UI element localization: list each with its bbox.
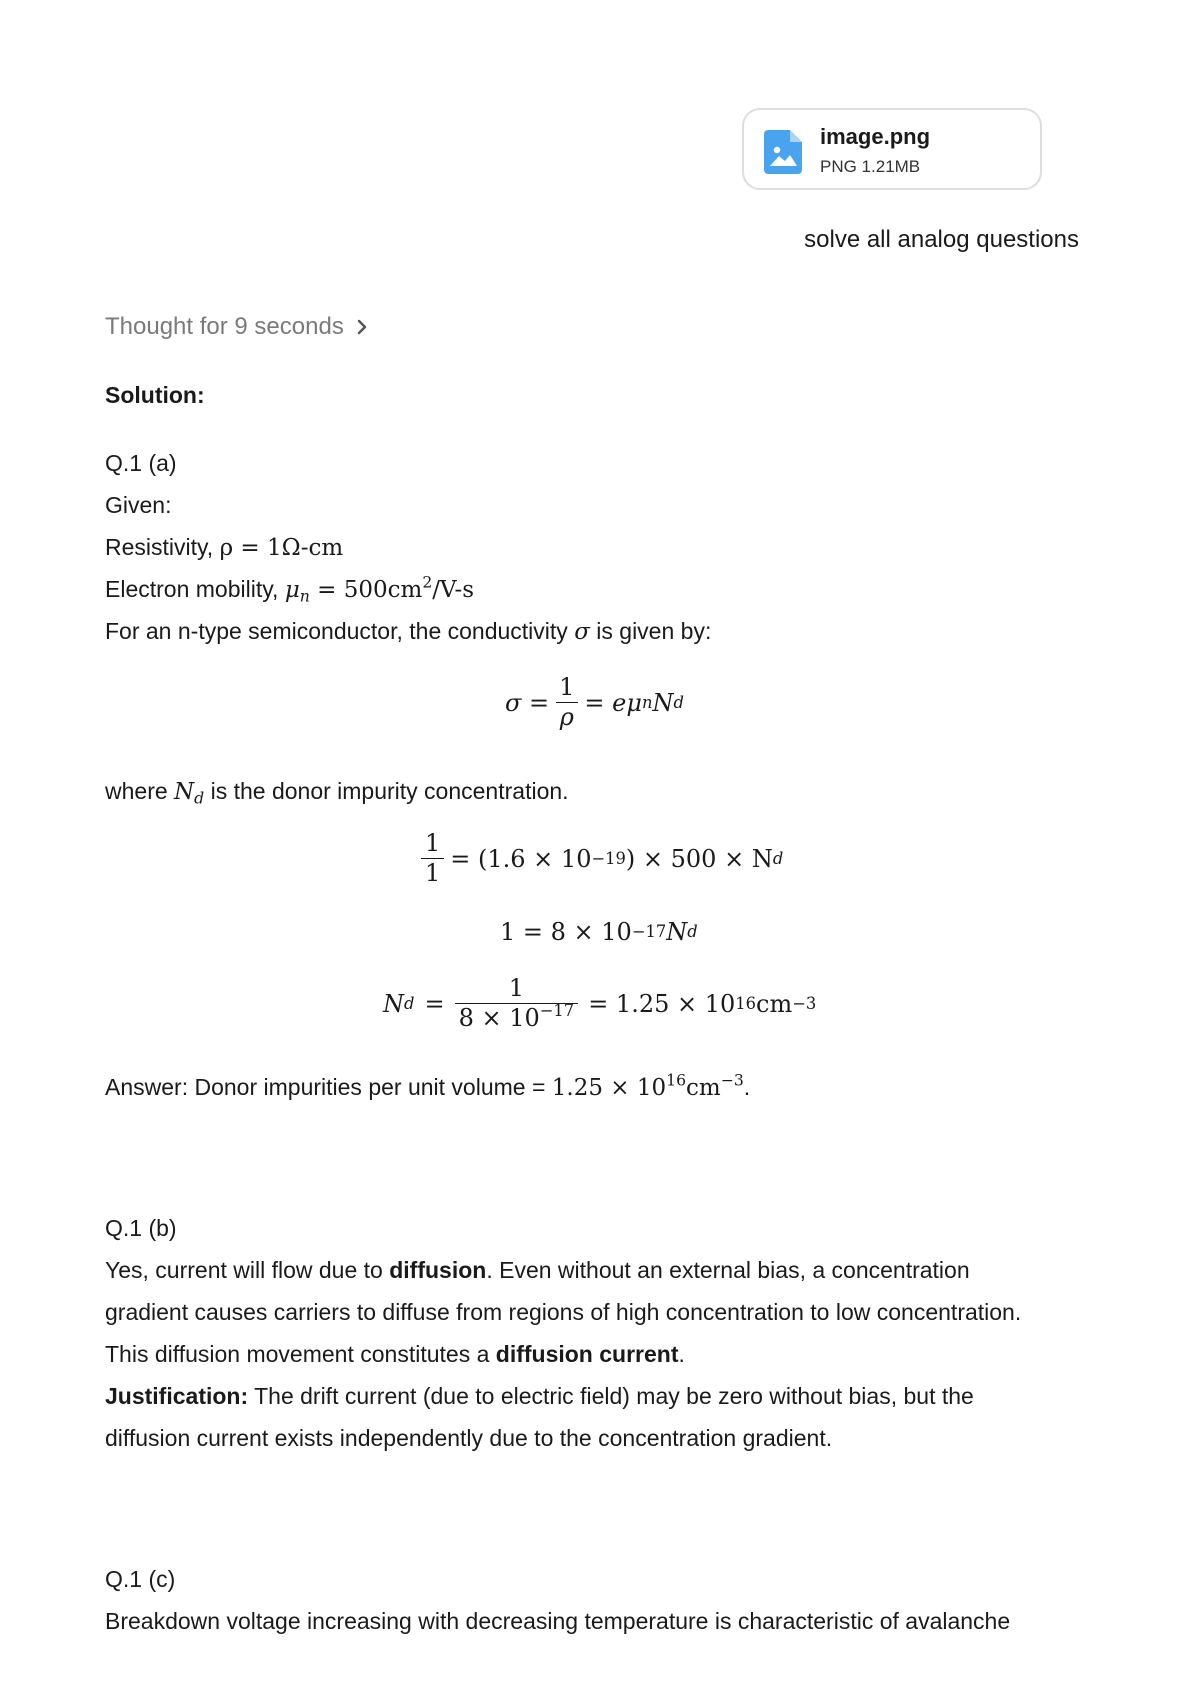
q1a-given: Given: (105, 492, 172, 518)
attachment-file-name: image.png (820, 124, 931, 149)
q1b-line3-post: . (678, 1341, 685, 1367)
mobility-unit: /V-s (432, 577, 475, 603)
answer-exp: 16 (666, 1070, 687, 1090)
thought-label: Thought for 9 seconds (105, 313, 344, 340)
resistivity-label: Resistivity, (105, 534, 220, 560)
answer-text: Donor impurities per unit volume = (188, 1074, 552, 1100)
eq2-num: 1 (425, 829, 441, 857)
eq3-tail: N (666, 918, 688, 946)
where-symbol: N (174, 779, 195, 805)
q1b-line1-bold: diffusion (389, 1257, 487, 1283)
eq4-equals: = (424, 989, 445, 1018)
eq4-rhs: = 1.25 × 10 (588, 989, 736, 1018)
thought-toggle[interactable] (105, 313, 368, 341)
where-sub: d (194, 788, 205, 808)
equation-substitution: $\frac{1}{1}$ = (1.6 × 10 −19 ) × 500 × N d (415, 830, 783, 887)
q1c-heading: Q.1 (c) (105, 1566, 176, 1592)
q1b-line1 (105, 1254, 970, 1286)
equation-simplified: 1 = 8 × 10 −17 N d (500, 918, 698, 946)
eq4-fraction (455, 975, 579, 1032)
eq1-rhs-end: N (652, 688, 674, 717)
solution-heading: Solution: (105, 382, 205, 408)
mobility-label: Electron mobility, (105, 576, 285, 602)
mobility-exp: 2 (422, 572, 433, 592)
q1b-line3-bold: diffusion current (495, 1341, 679, 1367)
resistivity-math: ρ = 1Ω-cm (219, 535, 344, 561)
eq4-lhs: N (383, 989, 404, 1018)
mobility-value: = 500cm (309, 577, 423, 603)
equation-result: N d = $\frac{1}{8 \times 10^{-17}}$ = 1.25 × 10 16 cm −3 (383, 974, 817, 1032)
equation-conductivity: σ = $\frac{1}{\rho}$ = eμ n N d (505, 673, 684, 731)
q1b-justification-label: Justification: (105, 1383, 249, 1409)
eq4-unit: cm (756, 989, 793, 1018)
eq4-den-base: 8 × 10 (458, 1003, 540, 1032)
where-pre: where (105, 778, 175, 804)
image-file-icon (764, 130, 802, 174)
q1a-mobility-line (105, 573, 474, 606)
q1a-heading: Q.1 (a) (105, 450, 177, 476)
q1b-heading: Q.1 (b) (105, 1215, 177, 1241)
eq1-rhs: = eμ (584, 688, 642, 717)
q1a-where-line (105, 775, 569, 808)
answer-unit-exp: −3 (720, 1070, 744, 1090)
eq2-rhs2: ) × 500 × N (625, 844, 773, 873)
eq1-fraction (555, 674, 578, 731)
user-message: solve all analog questions (804, 226, 1079, 253)
eq2-den: 1 (421, 858, 444, 888)
answer-label: Answer: (105, 1074, 189, 1100)
where-post: is the donor impurity concentration. (204, 778, 569, 804)
conductivity-symbol: σ (574, 619, 590, 645)
q1b-line4-post: The drift current (due to electric field) may be zero without bias, but the (248, 1383, 974, 1409)
q1a-conductivity-intro (105, 615, 711, 648)
q1b-line1-post: . Even without an external bias, a concentration (486, 1257, 970, 1283)
conductivity-intro-pre: For an n-type semiconductor, the conductivity (105, 618, 575, 644)
eq2-rhs: = (1.6 × 10 (450, 844, 592, 873)
answer-end: . (743, 1074, 751, 1100)
eq1-lhs: σ = (505, 688, 550, 717)
mobility-sub: n (299, 586, 310, 606)
attachment-card[interactable] (742, 108, 1042, 190)
attachment-file-meta: PNG 1.21MB (820, 157, 921, 176)
q1a-answer-line (105, 1071, 750, 1104)
answer-unit: cm (686, 1075, 721, 1101)
q1b-line3 (105, 1338, 685, 1370)
eq4-den (455, 1000, 579, 1033)
chevron-right-icon (356, 318, 368, 336)
eq1-num: 1 (559, 673, 575, 701)
q1b-line3-pre: This diffusion movement constitutes a (105, 1341, 496, 1367)
eq3-text: 1 = 8 × 10 (500, 918, 632, 946)
eq1-den: ρ (556, 702, 578, 732)
q1b-line5: diffusion current exists independently due to the concentration gradient. (105, 1425, 833, 1451)
q1c-line1: Breakdown voltage increasing with decreasing temperature is characteristic of avalanche (105, 1608, 1011, 1634)
q1a-resistivity-line (105, 531, 343, 564)
eq2-fraction (421, 830, 444, 887)
answer-math: 1.25 × 10 (551, 1075, 667, 1101)
q1b-line4 (105, 1380, 974, 1412)
eq4-num: 1 (508, 974, 525, 1002)
eq4-den-exp: −17 (539, 1000, 575, 1020)
mobility-symbol: μ (284, 577, 300, 603)
q1b-line2: gradient causes carriers to diffuse from regions of high concentration to low concentration. (105, 1299, 1022, 1325)
conductivity-intro-post: is given by: (589, 618, 712, 644)
q1b-line1-pre: Yes, current will flow due to (105, 1257, 390, 1283)
